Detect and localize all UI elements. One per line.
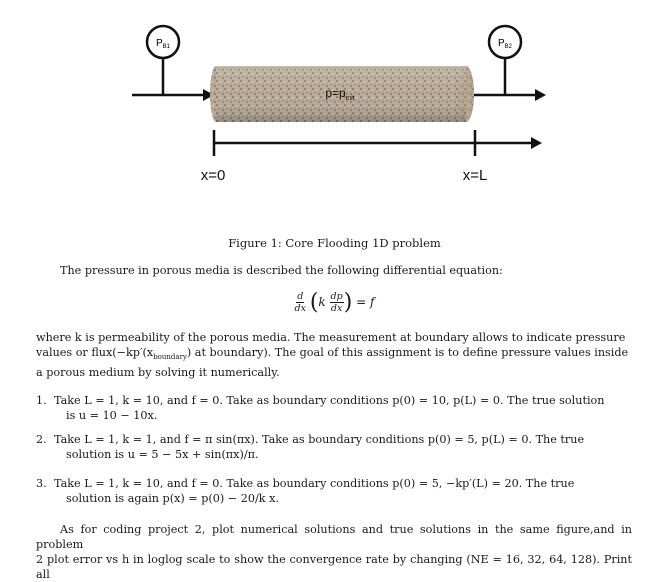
x-end-label: x=L xyxy=(462,167,488,184)
problem-item-1: 1. Take L = 1, k = 10, and f = 0. Take as boundary conditions p(0) = 10, p(L) = 0. The true solution is u = 10 − 10x. xyxy=(36,394,605,422)
x-axis xyxy=(201,130,542,184)
gauge-right xyxy=(489,26,521,95)
inflow-arrow xyxy=(132,89,214,101)
gauge-left xyxy=(147,26,179,95)
intro-text: The pressure in porous media is described the following differential equation: xyxy=(60,264,503,277)
figure-caption: Figure 1: Core Flooding 1D problem xyxy=(228,236,441,250)
core-label: $p=p_{init}$ xyxy=(325,86,355,102)
gauge-left-label: $P_{B1}$ xyxy=(155,38,171,50)
problem-item-3: 3. Take L = 1, k = 10, and f = 0. Take as boundary conditions p(0) = 5, −kp′(L) = 20. The true solution is again p(x) = p(0) − 20/k x. xyxy=(36,477,575,505)
eq-rhs: = f xyxy=(356,295,375,309)
governing-equation: $\frac{d}{dx}$ (k $\frac{dp}{dx}$ ) = f xyxy=(294,290,375,315)
core-sample xyxy=(210,66,474,122)
eq-derivative-outer: $\frac{d}{dx}$ xyxy=(294,291,306,314)
problem-item-2: 2. Take L = 1, k = 1, and f = π sin(πx). Take as boundary conditions p(0) = 5, p(L) = 0. The true solution is u = 5 − 5x + sin(πx)/π. xyxy=(36,433,585,461)
core-flooding-figure xyxy=(0,0,669,230)
x-start-label: x=0 xyxy=(200,167,226,184)
outflow-arrow xyxy=(474,89,546,101)
description-paragraph: where k is permeability of the porous media. The measurement at boundary allows to indicate pressure values or $flux(-kp'(x_{boundary})$ at boundary). The goal of this assignment is to define pressure values inside a porous medium by solving it numerically. xyxy=(36,331,629,380)
closing-paragraph: As for coding project 2, plot numerical solutions and true solutions in the same figure,and in problem 2 plot error vs h in loglog scale to show the convergence rate by changing (NE = 16, 32, 64, 128). Print all xyxy=(36,523,632,581)
eq-derivative-inner: $\frac{dp}{dx}$ xyxy=(330,291,343,314)
gauge-right-label: $P_{B2}$ xyxy=(497,38,513,50)
